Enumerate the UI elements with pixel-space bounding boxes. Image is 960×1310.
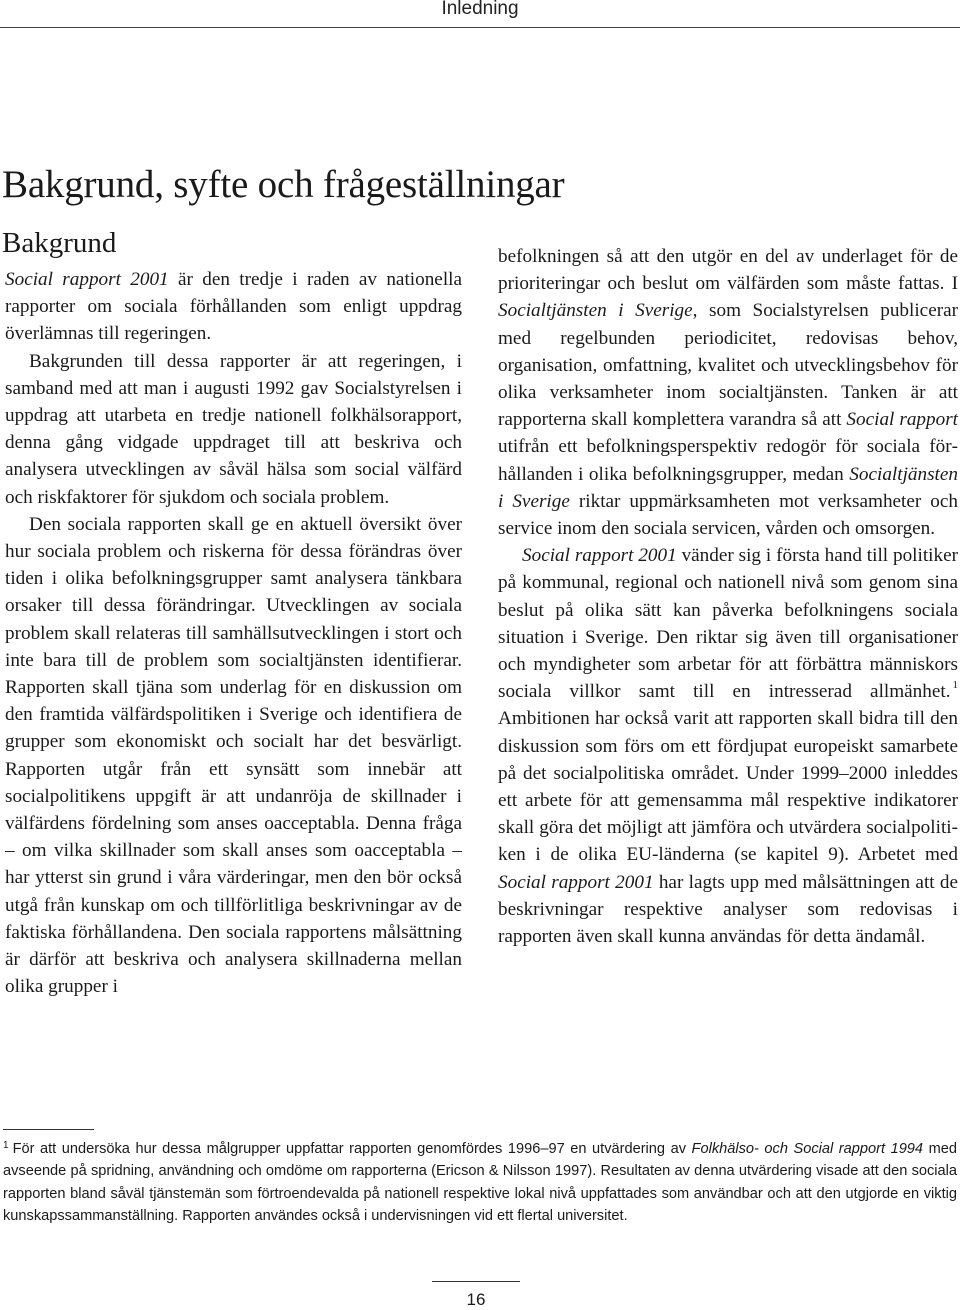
paragraph-intro [5,266,462,348]
footnote-text: För att undersöka hur dessa målgrupper uppfattar rapporten genomfördes 1996–97 en utvärdering av [12,1141,692,1157]
italic-title: Socialtjänsten i Sverige [498,300,693,322]
text-run: befolkningen så att den utgör en del av underlaget för de prioriteringar och beslut om välfärden som måste fattas. I [498,246,958,295]
italic-title: Social rapport 2001 [5,269,169,290]
paragraph-purpose: Den sociala rapporten skall ge en aktuell översikt över hur sociala problem och riskerna för dessa förändras över tiden i olika befolkningsgrupper samt analysera tänkbara orsaker till dessa förändringar. Utvecklingen av sociala problem skall relateras till samhällsutvecklingen i stort och inte bara till de problem som socialtjänsten identifierar. Rapporten skall tjäna som underlag för en diskussion om den framtida välfärdspolitiken i Sverige och identifiera de grupper som ekonomiskt och socialt har det besvärligt. Rapporten utgår från ett synsätt som innebär att socialpolitikens uppgift är att undanröja de skillnader i välfärdens fördelning som anses oacceptabla. Denna fråga – om vilka skillnader som skall anses som oacceptabla – har ytterst sin grund i våra värderingar, men den bör också utgå från kunskap om och tillförlitliga beskrivningar av de faktiska förhållandena. Den sociala rapportens målsättning är därför att beskriva och analysera skillnaderna mellan olika grupper i [5,513,462,998]
italic-title: Socialtjänsten i Sverige [498,463,958,512]
text-run: riktar uppmärksamheten mot verksamheter och service inom den sociala servicen, vården och omsorgen. [498,490,958,540]
header-rule [0,27,960,28]
running-header: Inledning [441,0,519,19]
footnote-rule [3,1129,94,1130]
footnote-text: med avseende på spridning, användning och omdöme om rapporterna (Ericson & Nilsson 1997). Resultaten av denna utvärdering visade att den sociala rapporten bland såväl tjänstemän som förtroendevalda på nationell respektive lokal nivå uppfattades som användbar och att den utgjorde en viktig kunskapssammanställning. Rapporten användes också i undervisningen vid ett flertal universitet. [3,1141,957,1225]
right-text-column [498,243,958,950]
text-run: vänder sig i första hand till politiker på kommunal, regional och nationell nivå som genom sina beslut på olika sätt kan påverka befolkningens sociala situation i Sverige. Den riktar sig även till organisationer och myndigheter som arbetar för att förbättra människors sociala villkor samt till en intresserad allmänhet. [498,545,958,703]
paragraph-continuation [498,243,958,542]
chapter-title: Bakgrund, syfte och frågeställningar [2,163,565,206]
footnote-number: 1 [3,1140,9,1151]
footnote [3,1135,957,1228]
paragraph-audience [498,542,958,950]
footnote-reference[interactable]: 1 [952,679,958,692]
left-text-column [5,266,462,1000]
page-number-rule [432,1281,520,1282]
footnote-italic-title: Folkhälso- och Social rapport 1994 [691,1141,924,1157]
text-run: , som Socialstyrelsen publicerar med regelbunden periodicitet, redovisas behov, organisation, omfattning, kvalitet och utvecklingsbehov för olika verksamheter inom socialtjänsten. Tanken är att rapporterna skall komplettera varandra så att [498,300,959,431]
text-run: Ambitionen har också varit att rapporten skall bidra till den diskussion som förs om ett fördjupat europeiskt samarbete på det socialpolitiska området. Under 1999–2000 inleddes ett arbete för att gemensamma mål respektive indikatorer skall göra det möjligt att jämföra och utvärdera socialpolitiken i de olika EU-länderna (se kapitel 9). Arbetet med [498,708,958,866]
italic-title: Social rapport 2001 [522,545,677,567]
paragraph-background: Bakgrunden till dessa rapporter är att regeringen, i samband med att man i augusti 1992 gav Socialstyrelsen i uppdrag att utarbeta en tredje nationell folkhälsorapport, denna gång vidgade uppdraget till att beskriva och analysera utvecklingen av såväl hälsa som social välfärd och riskfaktorer för sjukdom och sociala problem. [5,350,462,508]
paragraph-text: är den tredje i raden av nationella rapporter om sociala förhållanden som enligt uppdrag överlämnas till regeringen. [5,269,462,345]
text-run: utifrån ett befolkningsperspektiv redogör för sociala förhållanden i olika befolkningsgrupper, medan [498,436,958,485]
italic-title: Social rapport [846,409,958,431]
italic-title: Social rapport 2001 [498,871,654,893]
text-run: har lagts upp med målsättningen att de beskrivningar respektive analyser som redovisas i rapporten även skall kunna användas för detta ändamål. [498,871,958,948]
section-heading: Bakgrund [2,227,117,259]
page-number: 16 [466,1290,486,1309]
